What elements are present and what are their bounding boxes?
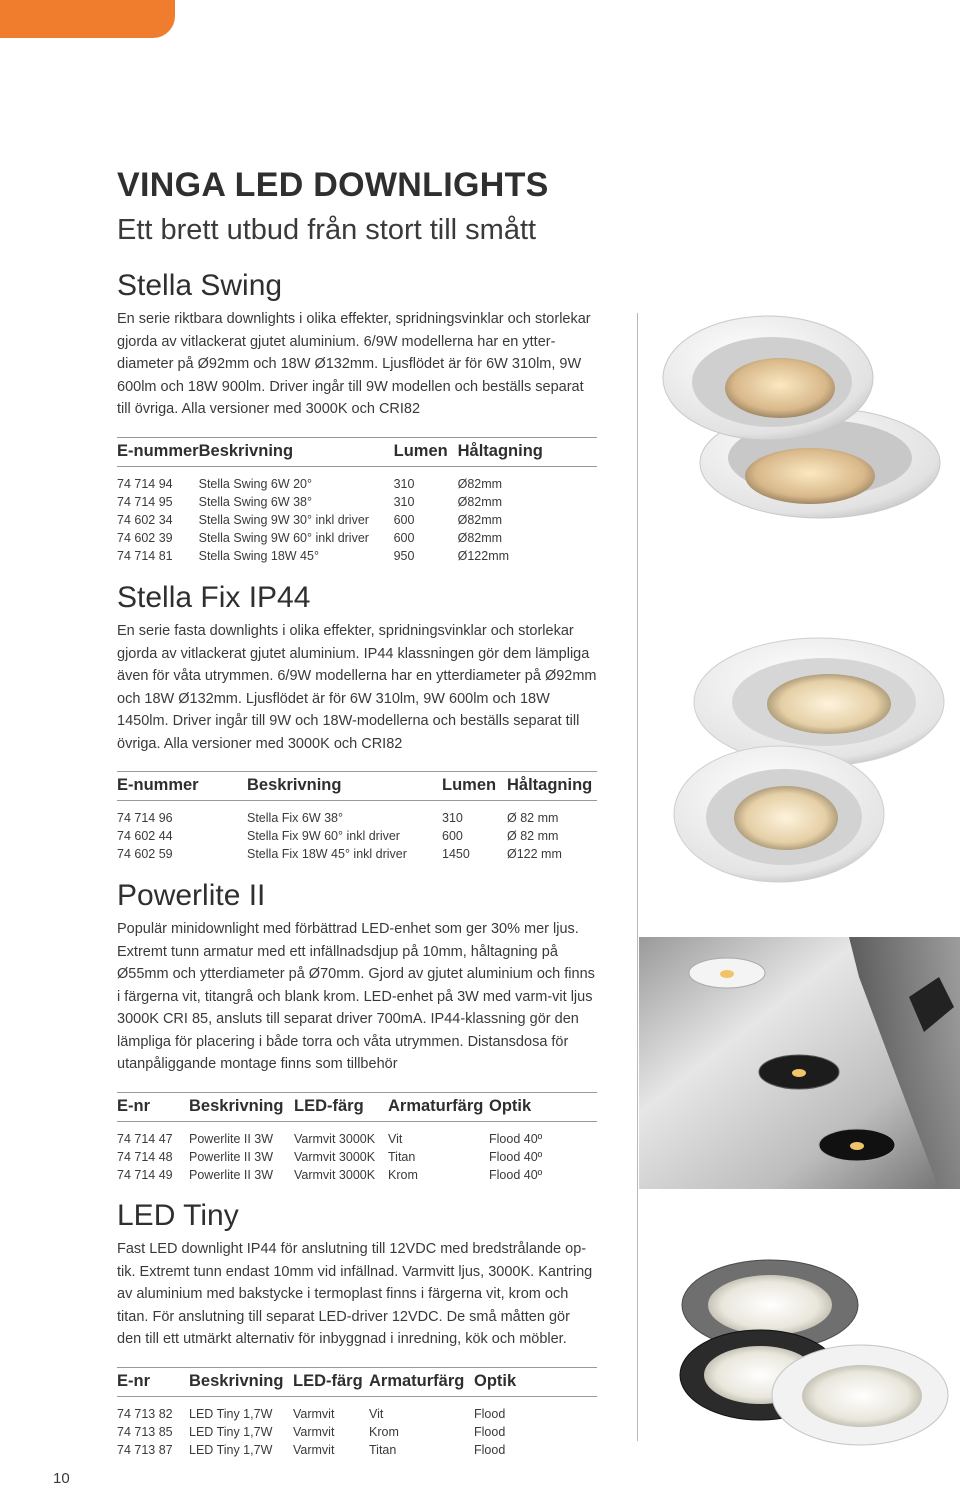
cell: Ø 82 mm xyxy=(507,829,559,843)
table-row xyxy=(117,827,597,845)
header-cell: Beskrivning xyxy=(247,772,442,801)
cell: Stella Swing 9W 30° inkl driver xyxy=(198,512,369,527)
cell: 74 714 96 xyxy=(117,811,173,825)
table-row xyxy=(117,1121,597,1148)
cell: Varmvit 3000K xyxy=(294,1131,376,1146)
header-cell: Optik xyxy=(474,1367,597,1396)
cell: Titan xyxy=(388,1149,416,1164)
section-description: Fast LED downlight IP44 för anslutning till 12VDC med bredstrålande op-tik. Extremt tunn endast 10mm vid infällnad. Varmvitt ljus, 3000K. Kantring av aluminium med bakstycke i termoplast finns i färgerna vit, krom och titan. För anslutning till separat LED-driver 12VDC. De små måtten gör den till ett utmärkt alternativ för inbyggnad i inredning, kök och möbler. xyxy=(117,1241,593,1347)
cell: 600 xyxy=(442,829,463,843)
cell: Stella Fix 6W 38° xyxy=(247,811,344,825)
table-row xyxy=(117,1396,597,1423)
cell: Stella Swing 6W 20° xyxy=(198,476,312,491)
table-header-row xyxy=(117,1367,597,1396)
table-row xyxy=(117,1441,597,1459)
cell: Flood 40º xyxy=(489,1149,543,1164)
table-row xyxy=(117,1423,597,1441)
cell: 74 714 47 xyxy=(117,1131,173,1146)
table-row xyxy=(117,1148,597,1166)
led-tiny-photo xyxy=(670,1250,955,1455)
cell: Varmvit xyxy=(293,1406,335,1421)
product-table xyxy=(117,1367,597,1459)
section-description: Populär minidownlight med förbättrad LED-enhet som ger 30% mer ljus. Extremt tunn armatur med ett infällnadsdjup på 10mm, håltagning på Ø55mm och ytterdiameter på Ø70mm. Gjord av gjutet aluminium och finns i färgerna vit, titangrå och blank krom. LED-enhet på 3W med varm-vit ljus 3000K CRI 85, ansluts till separat driver 700mA. IP44-klassning gör den lämpliga för placering i både torra och våta utrymmen. Distansdosa för utanpåliggande montage finns som tillbehör xyxy=(117,921,595,1072)
cell: 74 714 49 xyxy=(117,1167,173,1182)
table-row xyxy=(117,1166,597,1184)
cell: Flood 40º xyxy=(489,1131,543,1146)
table-header-row xyxy=(117,437,597,466)
cell: 600 xyxy=(393,530,415,545)
cell: Titan xyxy=(369,1442,397,1457)
section-description: En serie riktbara downlights i olika effekter, spridningsvinklar och storlekar gjorda av vitlackerat gjutet aluminium. 6/9W modellerna har en ytter-diameter på Ø92mm och 18W Ø132mm. Ljusflödet är för 6W 310lm, 9W 600lm och 18W 900lm. Driver ingår till 9W modellen och beställs separat till övriga. Alla versioner med 3000K och CRI82 xyxy=(117,311,591,417)
page-subtitle: Ett brett utbud från stort till smått xyxy=(117,214,537,246)
cell: 600 xyxy=(393,512,415,527)
cell: Varmvit xyxy=(293,1424,335,1439)
section-powerlite xyxy=(117,878,597,1184)
cell: 310 xyxy=(393,494,415,509)
table-header-row xyxy=(117,772,597,801)
powerlite-photo xyxy=(639,937,960,1189)
header-cell: LED-färg xyxy=(294,1092,388,1121)
header-cell: E-nr xyxy=(117,1092,189,1121)
cell: 950 xyxy=(393,548,415,563)
header-cell: Beskrivning xyxy=(189,1367,293,1396)
header-cell: Armaturfärg xyxy=(388,1092,489,1121)
table-row xyxy=(117,547,597,565)
header-cell: E-nr xyxy=(117,1367,189,1396)
cell: Krom xyxy=(388,1167,418,1182)
cell: 74 714 94 xyxy=(117,476,173,491)
cell: Vit xyxy=(388,1131,403,1146)
cell: Ø 82 mm xyxy=(507,811,559,825)
cell: Stella Swing 18W 45° xyxy=(198,548,319,563)
orange-page-tab xyxy=(0,0,175,38)
header-cell: Lumen xyxy=(442,772,507,801)
table-row xyxy=(117,529,597,547)
cell: Powerlite II 3W xyxy=(189,1167,274,1182)
cell: Ø82mm xyxy=(457,512,503,527)
cell: 74 713 87 xyxy=(117,1442,173,1457)
header-cell: Beskrivning xyxy=(189,1092,294,1121)
cell: 74 714 81 xyxy=(117,548,173,563)
product-table xyxy=(117,771,597,863)
section-led-tiny xyxy=(117,1198,597,1459)
cell: 310 xyxy=(442,811,463,825)
cell: Vit xyxy=(369,1406,384,1421)
table-row xyxy=(117,511,597,529)
table-row xyxy=(117,466,597,493)
section-title: Stella Swing xyxy=(117,269,283,302)
cell: 74 713 85 xyxy=(117,1424,173,1439)
cell: 74 602 34 xyxy=(117,512,173,527)
cell: Varmvit 3000K xyxy=(294,1149,376,1164)
stella-fix-photo xyxy=(664,632,954,892)
header-cell: Håltagning xyxy=(458,437,597,466)
header-cell: LED-färg xyxy=(293,1367,369,1396)
section-description: En serie fasta downlights i olika effekter, spridningsvinklar och storlekar gjorda av vitlackerat gjutet aluminium. IP44 klassningen gör dem lämpliga även för våta utrymmen. 6/9W modellerna har en ytterdiameter på Ø92mm och 18W Ø132mm. Ljusflödet är för 6W 310lm, 9W 600lm och 18W 1450lm. Driver ingår till 9W och 18W-modellerna och beställs separat till övriga. Alla versioner med 3000K och CRI82 xyxy=(117,623,597,752)
cell: Ø82mm xyxy=(457,476,503,491)
cell: Ø82mm xyxy=(457,530,503,545)
table-row xyxy=(117,493,597,511)
header-cell: Lumen xyxy=(394,437,458,466)
cell: Flood 40º xyxy=(489,1167,543,1182)
cell: Stella Swing 6W 38° xyxy=(198,494,312,509)
cell: 74 602 44 xyxy=(117,829,173,843)
cell: Flood xyxy=(474,1406,506,1421)
cell: Stella Fix 9W 60° inkl driver xyxy=(247,829,400,843)
cell: Flood xyxy=(474,1442,506,1457)
cell: Ø122 mm xyxy=(507,847,562,861)
cell: Ø122mm xyxy=(457,548,510,563)
cell: Powerlite II 3W xyxy=(189,1149,274,1164)
cell: Flood xyxy=(474,1424,506,1439)
header-cell: Armaturfärg xyxy=(369,1367,474,1396)
cell: LED Tiny 1,7W xyxy=(189,1442,273,1457)
header-cell: Beskrivning xyxy=(199,437,394,466)
table-row xyxy=(117,845,597,863)
vertical-divider xyxy=(637,313,638,1441)
header-cell: E-nummer xyxy=(117,772,247,801)
cell: Stella Fix 18W 45° inkl driver xyxy=(247,847,407,861)
cell: 310 xyxy=(393,476,415,491)
table-row xyxy=(117,801,597,828)
cell: Varmvit xyxy=(293,1442,335,1457)
section-title: Powerlite II xyxy=(117,879,266,912)
cell: LED Tiny 1,7W xyxy=(189,1424,273,1439)
cell: 74 714 48 xyxy=(117,1149,173,1164)
cell: 1450 xyxy=(442,847,470,861)
cell: 74 602 59 xyxy=(117,847,173,861)
cell: Varmvit 3000K xyxy=(294,1167,376,1182)
product-table xyxy=(117,1092,597,1184)
section-stella-swing xyxy=(117,268,597,565)
cell: 74 714 95 xyxy=(117,494,173,509)
section-title: Stella Fix IP44 xyxy=(117,581,311,614)
cell: Ø82mm xyxy=(457,494,503,509)
stella-swing-photo xyxy=(660,298,950,528)
header-cell: Håltagning xyxy=(507,772,597,801)
cell: Powerlite II 3W xyxy=(189,1131,274,1146)
cell: 74 602 39 xyxy=(117,530,173,545)
cell: 74 713 82 xyxy=(117,1406,173,1421)
product-table xyxy=(117,437,597,565)
cell: Stella Swing 9W 60° inkl driver xyxy=(198,530,369,545)
header-cell: Optik xyxy=(489,1092,597,1121)
section-stella-fix xyxy=(117,580,597,863)
table-header-row xyxy=(117,1092,597,1121)
cell: LED Tiny 1,7W xyxy=(189,1406,273,1421)
cell: Krom xyxy=(369,1424,399,1439)
section-title: LED Tiny xyxy=(117,1199,239,1232)
header-cell: E-nummer xyxy=(117,437,199,466)
page-title: VINGA LED DOWNLIGHTS xyxy=(117,166,549,204)
page-number: 10 xyxy=(53,1470,70,1487)
